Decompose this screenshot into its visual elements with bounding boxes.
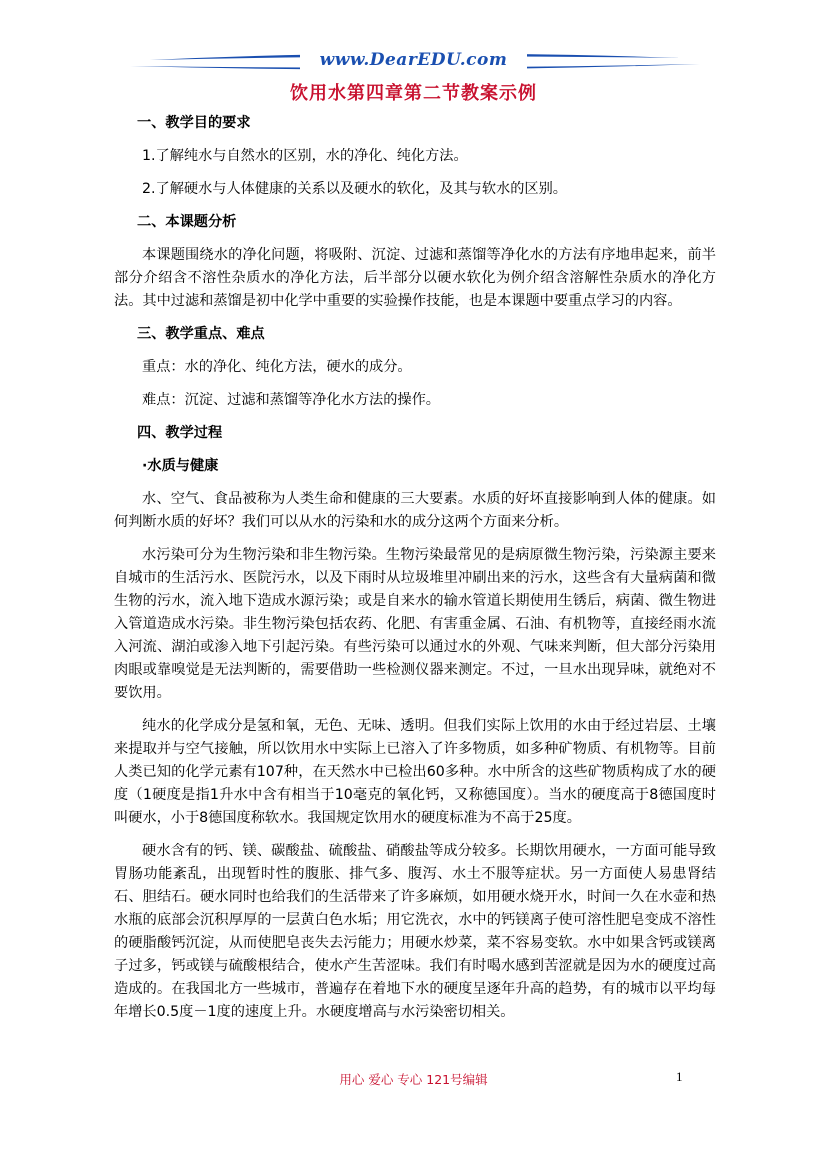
section-heading-key-points: 三、教学重点、难点 xyxy=(137,326,265,342)
site-url: www.DearEDU.com xyxy=(300,50,527,70)
process-paragraph-3: 纯水的化学成分是氢和氧，无色、无味、透明。但我们实际上饮用的水由于经过岩层、土壤来提取并与空气接触，所以饮用水中实际上已溶入了许多物质，如多种矿物质、有机物等。目前人类已知的化学元素有107种，在天然水中已检出60多种。水中所含的这些矿物质构成了水的硬度（1硬度是指1升水中含有相当于10毫克的氧化钙，又称德国度）。当水的硬度高于8德国度时叫硬水，小于8德国度称软水。我国规定饮用水的硬度标准为不高于25度。 xyxy=(114,718,716,826)
analysis-paragraph: 本课题围绕水的净化问题，将吸附、沉淀、过滤和蒸馏等净化水的方法有序地串起来，前半部分介绍含不溶性杂质水的净化方法，后半部分以硬水软化为例介绍含溶解性杂质水的净化方法。其中过滤和蒸馏是初中化学中重要的实验操作技能，也是本课题中要重点学习的内容。 xyxy=(114,247,716,309)
footer-slogan: 用心 爱心 专心 121号编辑 xyxy=(339,1072,488,1087)
process-paragraph-1: 水、空气、食品被称为人类生命和健康的三大要素。水质的好坏直接影响到人体的健康。如何判断水质的好坏？我们可以从水的污染和水的成分这两个方面来分析。 xyxy=(114,491,716,530)
section-heading-analysis: 二、本课题分析 xyxy=(137,214,237,230)
section-heading-process: 四、教学过程 xyxy=(137,425,223,441)
key-point-difficulty: 难点：沉淀、过滤和蒸馏等净化水方法的操作。 xyxy=(142,392,440,408)
document-title: 饮用水第四章第二节教案示例 xyxy=(290,83,537,104)
key-point-focus: 重点：水的净化、纯化方法，硬水的成分。 xyxy=(142,359,412,375)
process-paragraph-4: 硬水含有的钙、镁、碳酸盐、硫酸盐、硝酸盐等成分较多。长期饮用硬水，一方面可能导致胃肠功能紊乱，出现暂时性的腹胀、排气多、腹泻、水土不服等症状。另一方面使人易患肾结石、胆结石。硬水同时也给我们的生活带来了许多麻烦，如用硬水烧开水，时间一久在水壶和热水瓶的底部会沉积厚厚的一层黄白色水垢；用它洗衣，水中的钙镁离子使可溶性肥皂变成不溶性的硬脂酸钙沉淀，从而使肥皂丧失去污能力；用硬水炒菜，菜不容易变软。水中如果含钙或镁离子过多，钙或镁与硫酸根结合，使水产生苦涩味。我们有时喝水感到苦涩就是因为水的硬度过高造成的。在我国北方一些城市，普遍存在着地下水的硬度呈逐年升高的趋势，有的城市以平均每年增长0.5度－1度的速度上升。水硬度增高与水污染密切相关。 xyxy=(114,843,716,1020)
goal-item-1: 1.了解纯水与自然水的区别，水的净化、纯化方法。 xyxy=(142,148,468,164)
document-body xyxy=(114,112,716,1034)
goal-item-2: 2.了解硬水与人体健康的关系以及硬水的软化，及其与软水的区别。 xyxy=(142,181,567,197)
section-heading-goals: 一、教学目的要求 xyxy=(137,115,251,131)
header-banner xyxy=(0,48,827,78)
page-number: 1 xyxy=(676,1069,683,1084)
process-paragraph-2: 水污染可分为生物污染和非生物污染。生物污染最常见的是病原微生物污染，污染源主要来自城市的生活污水、医院污水，以及下雨时从垃圾堆里冲刷出来的污水，这些含有大量病菌和微生物的污水，流入地下造成水源污染；或是自来水的输水管道长期使用生锈后，病菌、微生物进入管道造成水污染。非生物污染包括农药、化肥、有害重金属、石油、有机物等，直接经雨水流入河流、湖泊或渗入地下引起污染。有些污染可以通过水的外观、气味来判断，但大部分污染用肉眼或靠嗅觉是无法判断的，需要借助一些检测仪器来测定。不过，一旦水出现异味，就绝对不要饮用。 xyxy=(114,547,716,701)
subsection-heading-water-health: ·水质与健康 xyxy=(142,458,219,474)
